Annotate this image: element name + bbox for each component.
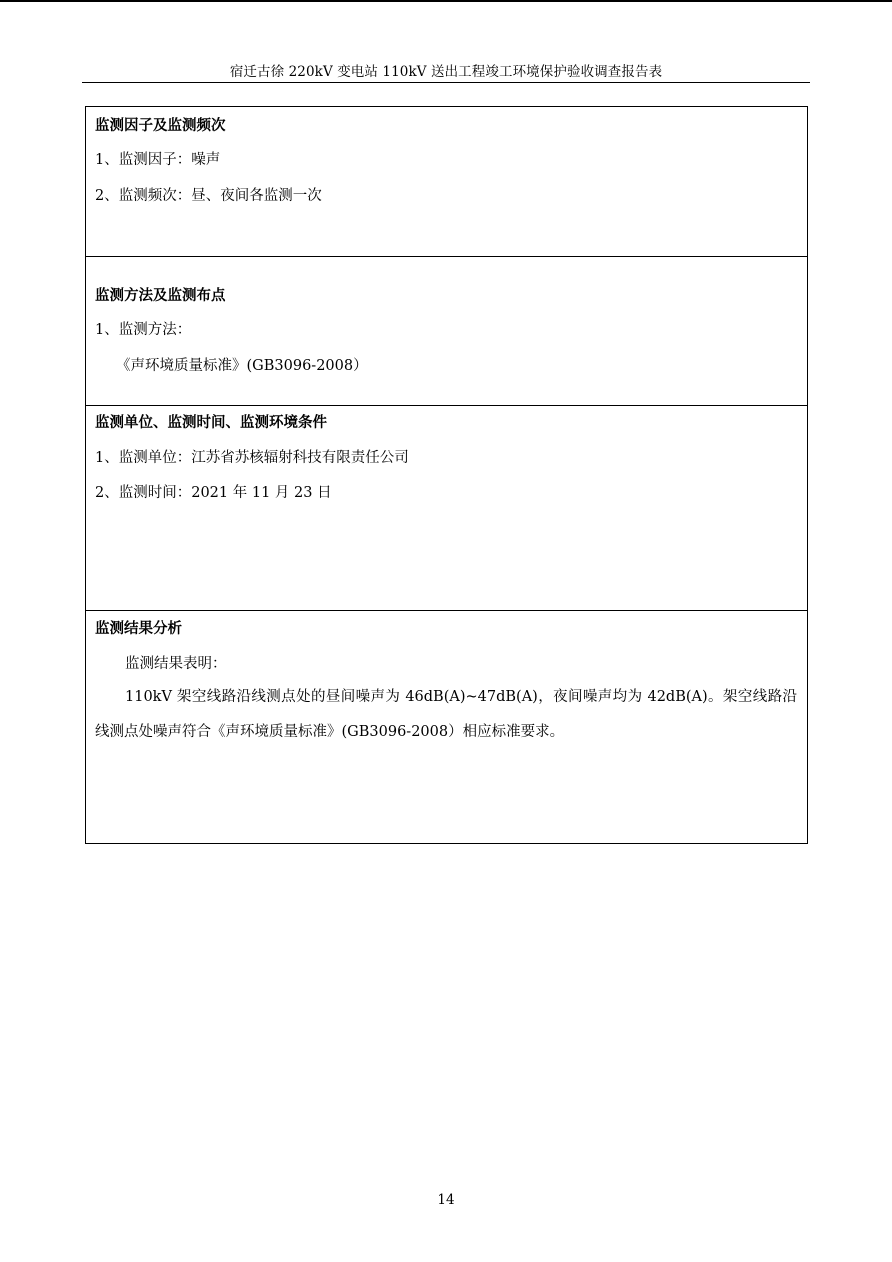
unit-line: 1、监测单位：江苏省苏核辐射科技有限责任公司 bbox=[95, 450, 409, 466]
method-standard-line: 《声环境质量标准》(GB3096-2008） bbox=[116, 358, 368, 374]
section-method-cell bbox=[86, 257, 808, 406]
page-number: 14 bbox=[437, 1192, 455, 1208]
section-unit bbox=[86, 406, 808, 611]
section-factors bbox=[86, 107, 808, 257]
running-header: 宿迁古徐 220kV 变电站 110kV 送出工程竣工环境保护验收调查报告表 bbox=[229, 64, 663, 80]
section-results bbox=[86, 611, 808, 844]
section-title-factors: 监测因子及监测频次 bbox=[95, 118, 226, 134]
factor-line: 1、监测因子：噪声 bbox=[95, 152, 221, 168]
report-table bbox=[85, 106, 808, 844]
header-rule bbox=[82, 82, 810, 83]
results-intro: 监测结果表明： bbox=[125, 656, 227, 672]
section-method bbox=[86, 257, 808, 406]
results-paragraph: 110kV 架空线路沿线测点处的昼间噪声为 46dB(A)~47dB(A)，夜间噪声均为 42dB(A)。架空线路沿线测点处噪声符合《声环境质量标准》(GB3096-2008）相应标准要求。 bbox=[95, 689, 797, 740]
section-title-unit: 监测单位、监测时间、监测环境条件 bbox=[95, 415, 327, 431]
method-line: 1、监测方法： bbox=[95, 322, 192, 338]
top-border-line bbox=[0, 0, 892, 2]
section-title-method: 监测方法及监测布点 bbox=[95, 288, 226, 304]
section-title-results: 监测结果分析 bbox=[95, 621, 182, 637]
section-unit-cell bbox=[86, 406, 808, 611]
section-factors-cell bbox=[86, 107, 808, 257]
time-line: 2、监测时间：2021 年 11 月 23 日 bbox=[95, 485, 332, 501]
section-results-cell bbox=[86, 611, 808, 844]
frequency-line: 2、监测频次：昼、夜间各监测一次 bbox=[95, 188, 322, 204]
